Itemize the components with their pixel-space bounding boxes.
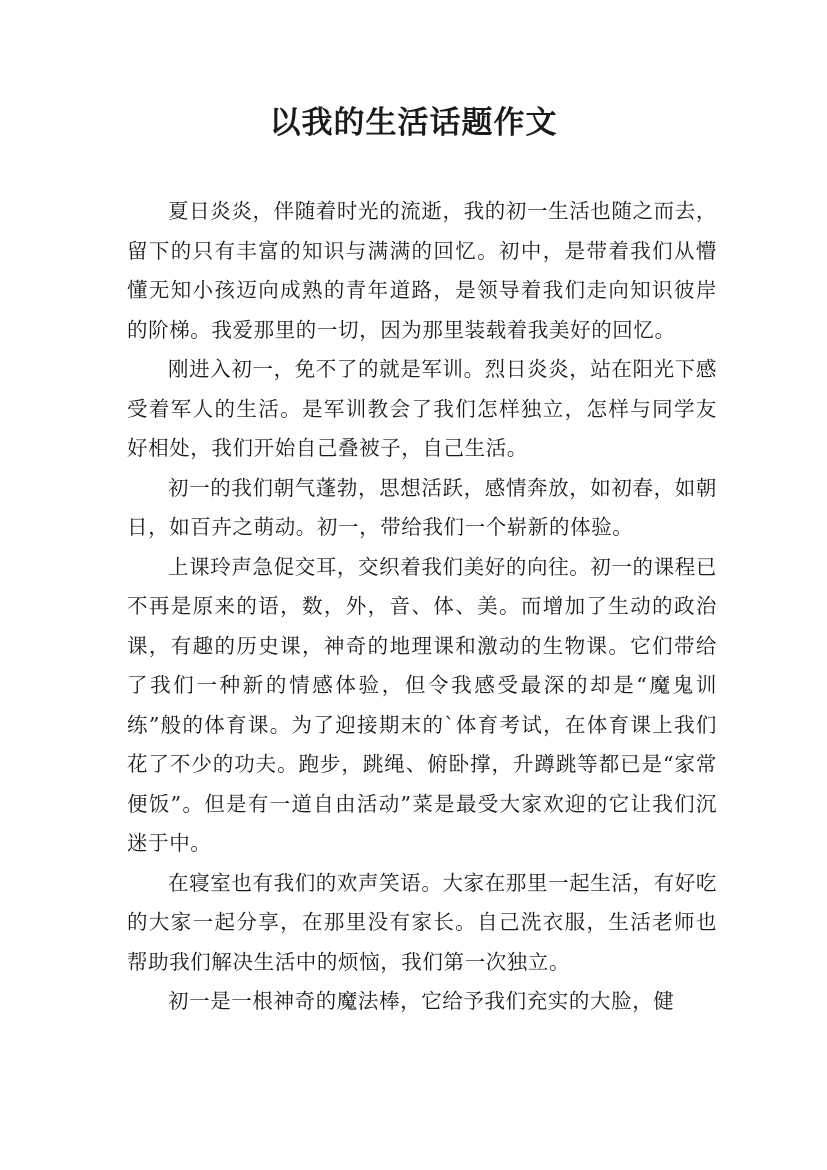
page-title: 以我的生活话题作文 xyxy=(269,105,558,141)
paragraph-3: 初一的我们朝气蓬勃，思想活跃，感情奔放，如初春，如朝日，如百卉之萌动。初一，带给我们一个崭新的体验。 xyxy=(127,475,717,539)
paragraph-5: 在寝室也有我们的欢声笑语。大家在那里一起生活，有好吃的大家一起分享，在那里没有家长。自己洗衣服，生活老师也帮助我们解决生活中的烦恼，我们第一次独立。 xyxy=(127,870,717,974)
paragraph-4: 上课玲声急促交耳，交织着我们美好的向往。初一的课程已不再是原来的语，数，外，音、体、美。而增加了生动的政治课，有趣的历史课，神奇的地理课和激动的生物课。它们带给了我们一种新的情感体验，但令我感受最深的却是“魔鬼训练”般的体育课。为了迎接期末的`体育考试，在体育课上我们花了不少的功夫。跑步，跳绳、俯卧撑，升蹲跳等都已是“家常便饭”。但是有一道自由活动”菜是最受大家欢迎的它让我们沉迷于中。 xyxy=(127,554,717,855)
essay-body xyxy=(127,192,717,1022)
paragraph-1: 夏日炎炎，伴随着时光的流逝，我的初一生活也随之而去，留下的只有丰富的知识与满满的回忆。初中，是带着我们从懵懂无知小孩迈向成熟的青年道路，是领导着我们走向知识彼岸的阶梯。我爱那里的一切，因为那里装载着我美好的回忆。 xyxy=(127,199,717,342)
paragraph-2: 刚进入初一，免不了的就是军训。烈日炎炎，站在阳光下感受着军人的生活。是军训教会了我们怎样独立，怎样与同学友好相处，我们开始自己叠被子，自己生活。 xyxy=(127,357,717,460)
paragraph-6: 初一是一根神奇的魔法棒，它给予我们充实的大脸，健 xyxy=(168,989,675,1013)
